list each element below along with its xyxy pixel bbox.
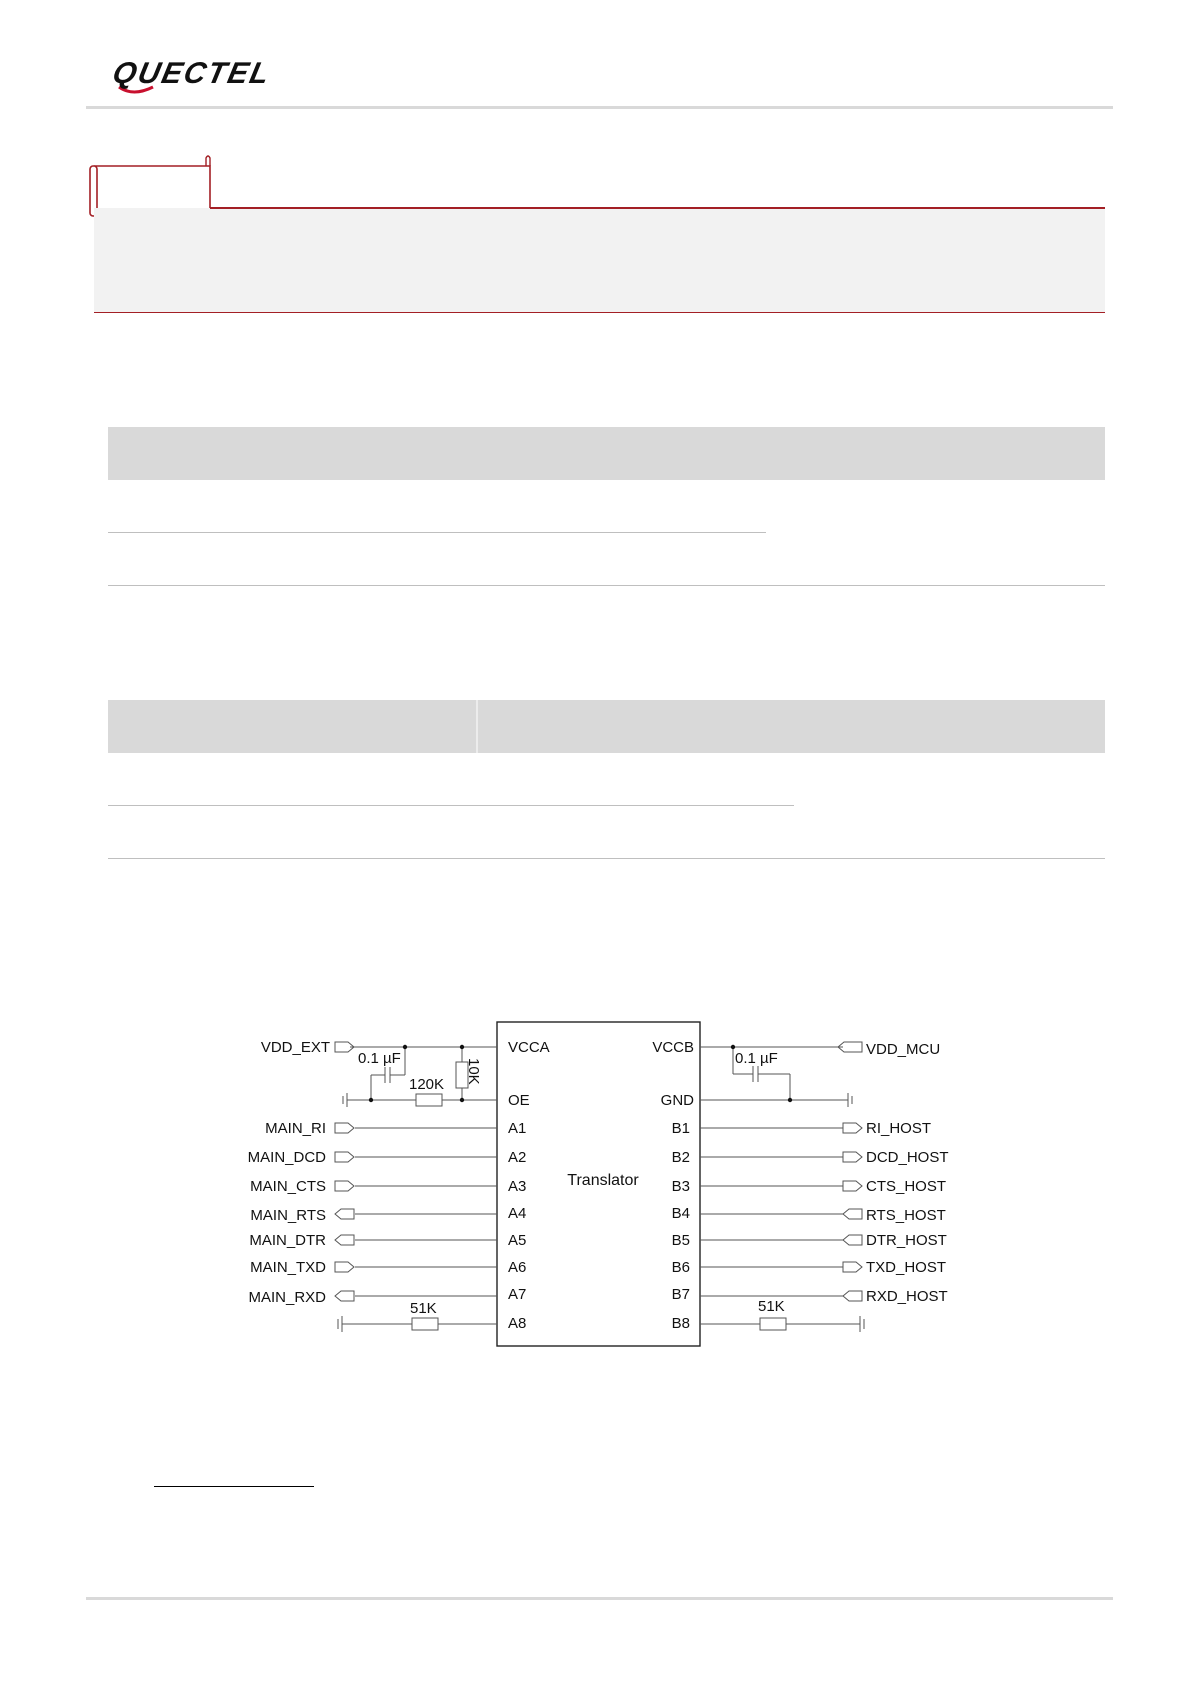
port-arrow-icon: [335, 1209, 354, 1219]
brand-name: QUECTEL: [109, 57, 274, 90]
pin-oe: OE: [508, 1092, 530, 1109]
signal-main-dcd: MAIN_DCD: [247, 1149, 326, 1166]
signal-main-rts: MAIN_RTS: [250, 1207, 326, 1224]
junction-dot: [460, 1098, 464, 1102]
port-arrow-icon: [335, 1291, 354, 1301]
port-arrow-icon: [335, 1123, 354, 1133]
junction-dot: [788, 1098, 792, 1102]
port-arrow-icon: [335, 1235, 354, 1245]
res-120k-label: 120K: [409, 1076, 445, 1093]
signal-main-txd: MAIN_TXD: [250, 1259, 326, 1276]
cap-left-label: 0.1 µF: [358, 1050, 401, 1067]
pin-b6: B6: [671, 1259, 690, 1276]
port-arrow-icon: [335, 1181, 354, 1191]
port-arrow-icon: [843, 1262, 862, 1272]
signal-rts-host: RTS_HOST: [866, 1207, 946, 1224]
port-arrow-icon: [843, 1181, 862, 1191]
pin-b5: B5: [671, 1232, 690, 1249]
signal-txd-host: TXD_HOST: [866, 1259, 947, 1276]
pin-b7: B7: [671, 1286, 690, 1303]
pin-gnd: GND: [660, 1092, 694, 1109]
footer-divider: [86, 1597, 1113, 1600]
cap-right-label: 0.1 µF: [735, 1050, 778, 1067]
port-arrow-icon: [843, 1123, 862, 1133]
pin-a8: A8: [508, 1315, 527, 1332]
pin-b3: B3: [671, 1178, 690, 1195]
port-arrow-icon: [335, 1262, 354, 1272]
signal-cts-host: CTS_HOST: [866, 1178, 947, 1195]
signal-vdd-mcu: VDD_MCU: [866, 1041, 941, 1058]
pin-vcca: VCCA: [508, 1039, 550, 1056]
res-51k-right-body: [760, 1318, 786, 1330]
pin-a7: A7: [508, 1286, 527, 1303]
pin-b1: B1: [671, 1120, 690, 1137]
pin-a1: A1: [508, 1120, 527, 1137]
junction-dot: [460, 1045, 464, 1049]
signal-vdd-ext: VDD_EXT: [260, 1039, 330, 1056]
port-arrow-icon: [843, 1152, 862, 1162]
port-arrow-icon: [843, 1291, 862, 1301]
signal-main-cts: MAIN_CTS: [250, 1178, 326, 1195]
pin-a3: A3: [508, 1178, 527, 1195]
port-arrow-icon: [335, 1152, 354, 1162]
signal-dcd-host: DCD_HOST: [866, 1149, 949, 1166]
res-51k-right-label: 51K: [758, 1298, 785, 1315]
res-120k-body: [416, 1094, 442, 1106]
pin-vccb: VCCB: [652, 1039, 694, 1056]
signal-main-ri: MAIN_RI: [265, 1120, 326, 1137]
junction-dot: [369, 1098, 373, 1102]
res-51k-left-body: [412, 1318, 438, 1330]
res-10k-label: 10K: [465, 1058, 482, 1085]
signal-dtr-host: DTR_HOST: [866, 1232, 947, 1249]
pin-a4: A4: [508, 1205, 527, 1222]
pin-a2: A2: [508, 1149, 527, 1166]
pin-b4: B4: [671, 1205, 690, 1222]
signal-ri-host: RI_HOST: [866, 1120, 932, 1137]
pin-a6: A6: [508, 1259, 527, 1276]
port-arrow-icon: [843, 1235, 862, 1245]
signal-main-rxd: MAIN_RXD: [248, 1289, 326, 1306]
chip-name: Translator: [567, 1172, 639, 1189]
signal-main-dtr: MAIN_DTR: [249, 1232, 326, 1249]
pin-a5: A5: [508, 1232, 527, 1249]
pin-b8: B8: [671, 1315, 690, 1332]
pin-b2: B2: [671, 1149, 690, 1166]
res-51k-left-label: 51K: [410, 1300, 437, 1317]
junction-dot: [403, 1045, 407, 1049]
footnote-rule: [154, 1486, 314, 1487]
junction-dot: [731, 1045, 735, 1049]
port-arrow-icon: [843, 1209, 862, 1219]
signal-rxd-host: RXD_HOST: [866, 1288, 948, 1305]
